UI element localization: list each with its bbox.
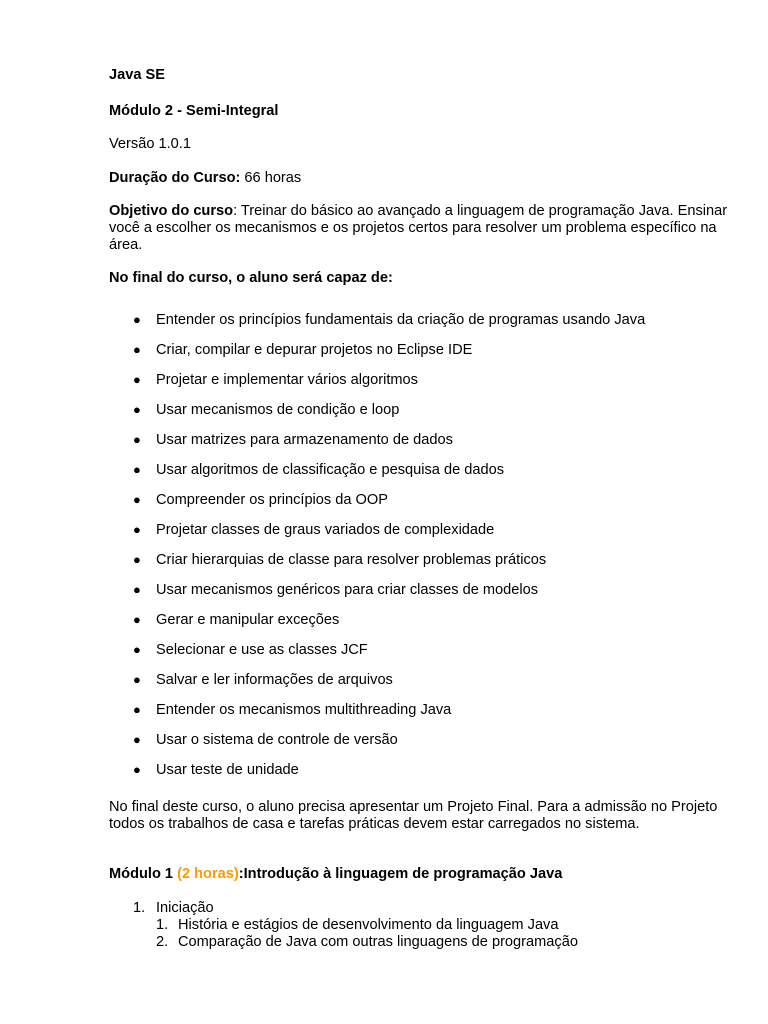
final-note-paragraph: No final deste curso, o aluno precisa apresentar um Projeto Final. Para a admissão no Projeto todos os trabalhos de casa e tarefas práticas devem estar carregados no sistema. (109, 799, 718, 832)
objective-paragraph (109, 203, 729, 254)
bullet-icon: ● (133, 732, 141, 747)
capability-item (109, 520, 729, 550)
capabilities-heading: No final do curso, o aluno será capaz de: (109, 270, 393, 286)
capability-label: Projetar e implementar vários algoritmos (156, 372, 418, 388)
outline-subitem (109, 934, 729, 951)
capability-item (109, 760, 729, 790)
capability-label: Gerar e manipular exceções (156, 612, 340, 628)
bullet-icon: ● (133, 702, 141, 717)
capability-item (109, 730, 729, 760)
bullet-icon: ● (133, 582, 141, 597)
capability-item (109, 550, 729, 580)
outline-subitem-number: 1. (156, 917, 169, 933)
bullet-icon: ● (133, 672, 141, 687)
bullet-icon: ● (133, 462, 141, 477)
outline-subitem-label: Comparação de Java com outras linguagens de programação (178, 934, 578, 950)
outline-item-number: 1. (133, 900, 146, 916)
duration-line (109, 170, 729, 187)
module1-prefix: Módulo 1 (109, 866, 178, 882)
capability-label: Usar o sistema de controle de versão (156, 732, 398, 748)
module1-outline (109, 900, 729, 951)
duration-label: Duração do Curso: (109, 170, 241, 186)
outline-item-label: Iniciação (156, 900, 214, 916)
capability-item (109, 580, 729, 610)
capability-item (109, 430, 729, 460)
capability-item (109, 460, 729, 490)
module1-heading (109, 866, 729, 883)
capability-label: Usar matrizes para armazenamento de dados (156, 432, 453, 448)
capability-item (109, 400, 729, 430)
capability-label: Entender os princípios fundamentais da criação de programas usando Java (156, 312, 646, 328)
module1-hours: (2 horas) (177, 866, 239, 882)
capability-label: Usar teste de unidade (156, 762, 299, 778)
capability-label: Usar algoritmos de classificação e pesquisa de dados (156, 462, 505, 478)
bullet-icon: ● (133, 762, 141, 777)
capability-item (109, 670, 729, 700)
bullet-icon: ● (133, 492, 141, 507)
capability-item (109, 340, 729, 370)
capability-item (109, 490, 729, 520)
capability-item (109, 610, 729, 640)
capability-item (109, 640, 729, 670)
capability-label: Usar mecanismos de condição e loop (156, 402, 400, 418)
module1-title: :Introdução à linguagem de programação Java (238, 866, 563, 882)
bullet-icon: ● (133, 402, 141, 417)
bullet-icon: ● (133, 312, 141, 327)
capability-label: Usar mecanismos genéricos para criar classes de modelos (156, 582, 539, 598)
outline-subitem (109, 917, 729, 934)
capability-label: Compreender os princípios da OOP (156, 492, 388, 508)
outline-subitem-label: História e estágios de desenvolvimento da linguagem Java (178, 917, 559, 933)
bullet-icon: ● (133, 432, 141, 447)
capabilities-list (109, 310, 729, 790)
objective-label: Objetivo do curso (109, 203, 234, 219)
capability-label: Salvar e ler informações de arquivos (156, 672, 393, 688)
objective-text: : Treinar do básico ao avançado a linguagem de programação Java. Ensinar você a escolher os mecanismos e os projetos certos para resolver um problema específico na área. (109, 203, 728, 253)
duration-value: 66 horas (240, 170, 302, 186)
bullet-icon: ● (133, 642, 141, 657)
capability-label: Selecionar e use as classes JCF (156, 642, 368, 658)
capability-label: Entender os mecanismos multithreading Java (156, 702, 452, 718)
bullet-icon: ● (133, 612, 141, 627)
capability-label: Criar, compilar e depurar projetos no Eclipse IDE (156, 342, 473, 358)
bullet-icon: ● (133, 552, 141, 567)
doc-title: Java SE (109, 67, 165, 83)
bullet-icon: ● (133, 342, 141, 357)
capability-item (109, 310, 729, 340)
capability-item (109, 370, 729, 400)
outline-subitem-number: 2. (156, 934, 169, 950)
outline-item (109, 900, 729, 917)
capability-item (109, 700, 729, 730)
bullet-icon: ● (133, 372, 141, 387)
bullet-icon: ● (133, 522, 141, 537)
version-text: Versão 1.0.1 (109, 136, 191, 152)
capability-label: Projetar classes de graus variados de complexidade (156, 522, 495, 538)
capability-label: Criar hierarquias de classe para resolver problemas práticos (156, 552, 547, 568)
module-heading: Módulo 2 - Semi-Integral (109, 103, 279, 119)
